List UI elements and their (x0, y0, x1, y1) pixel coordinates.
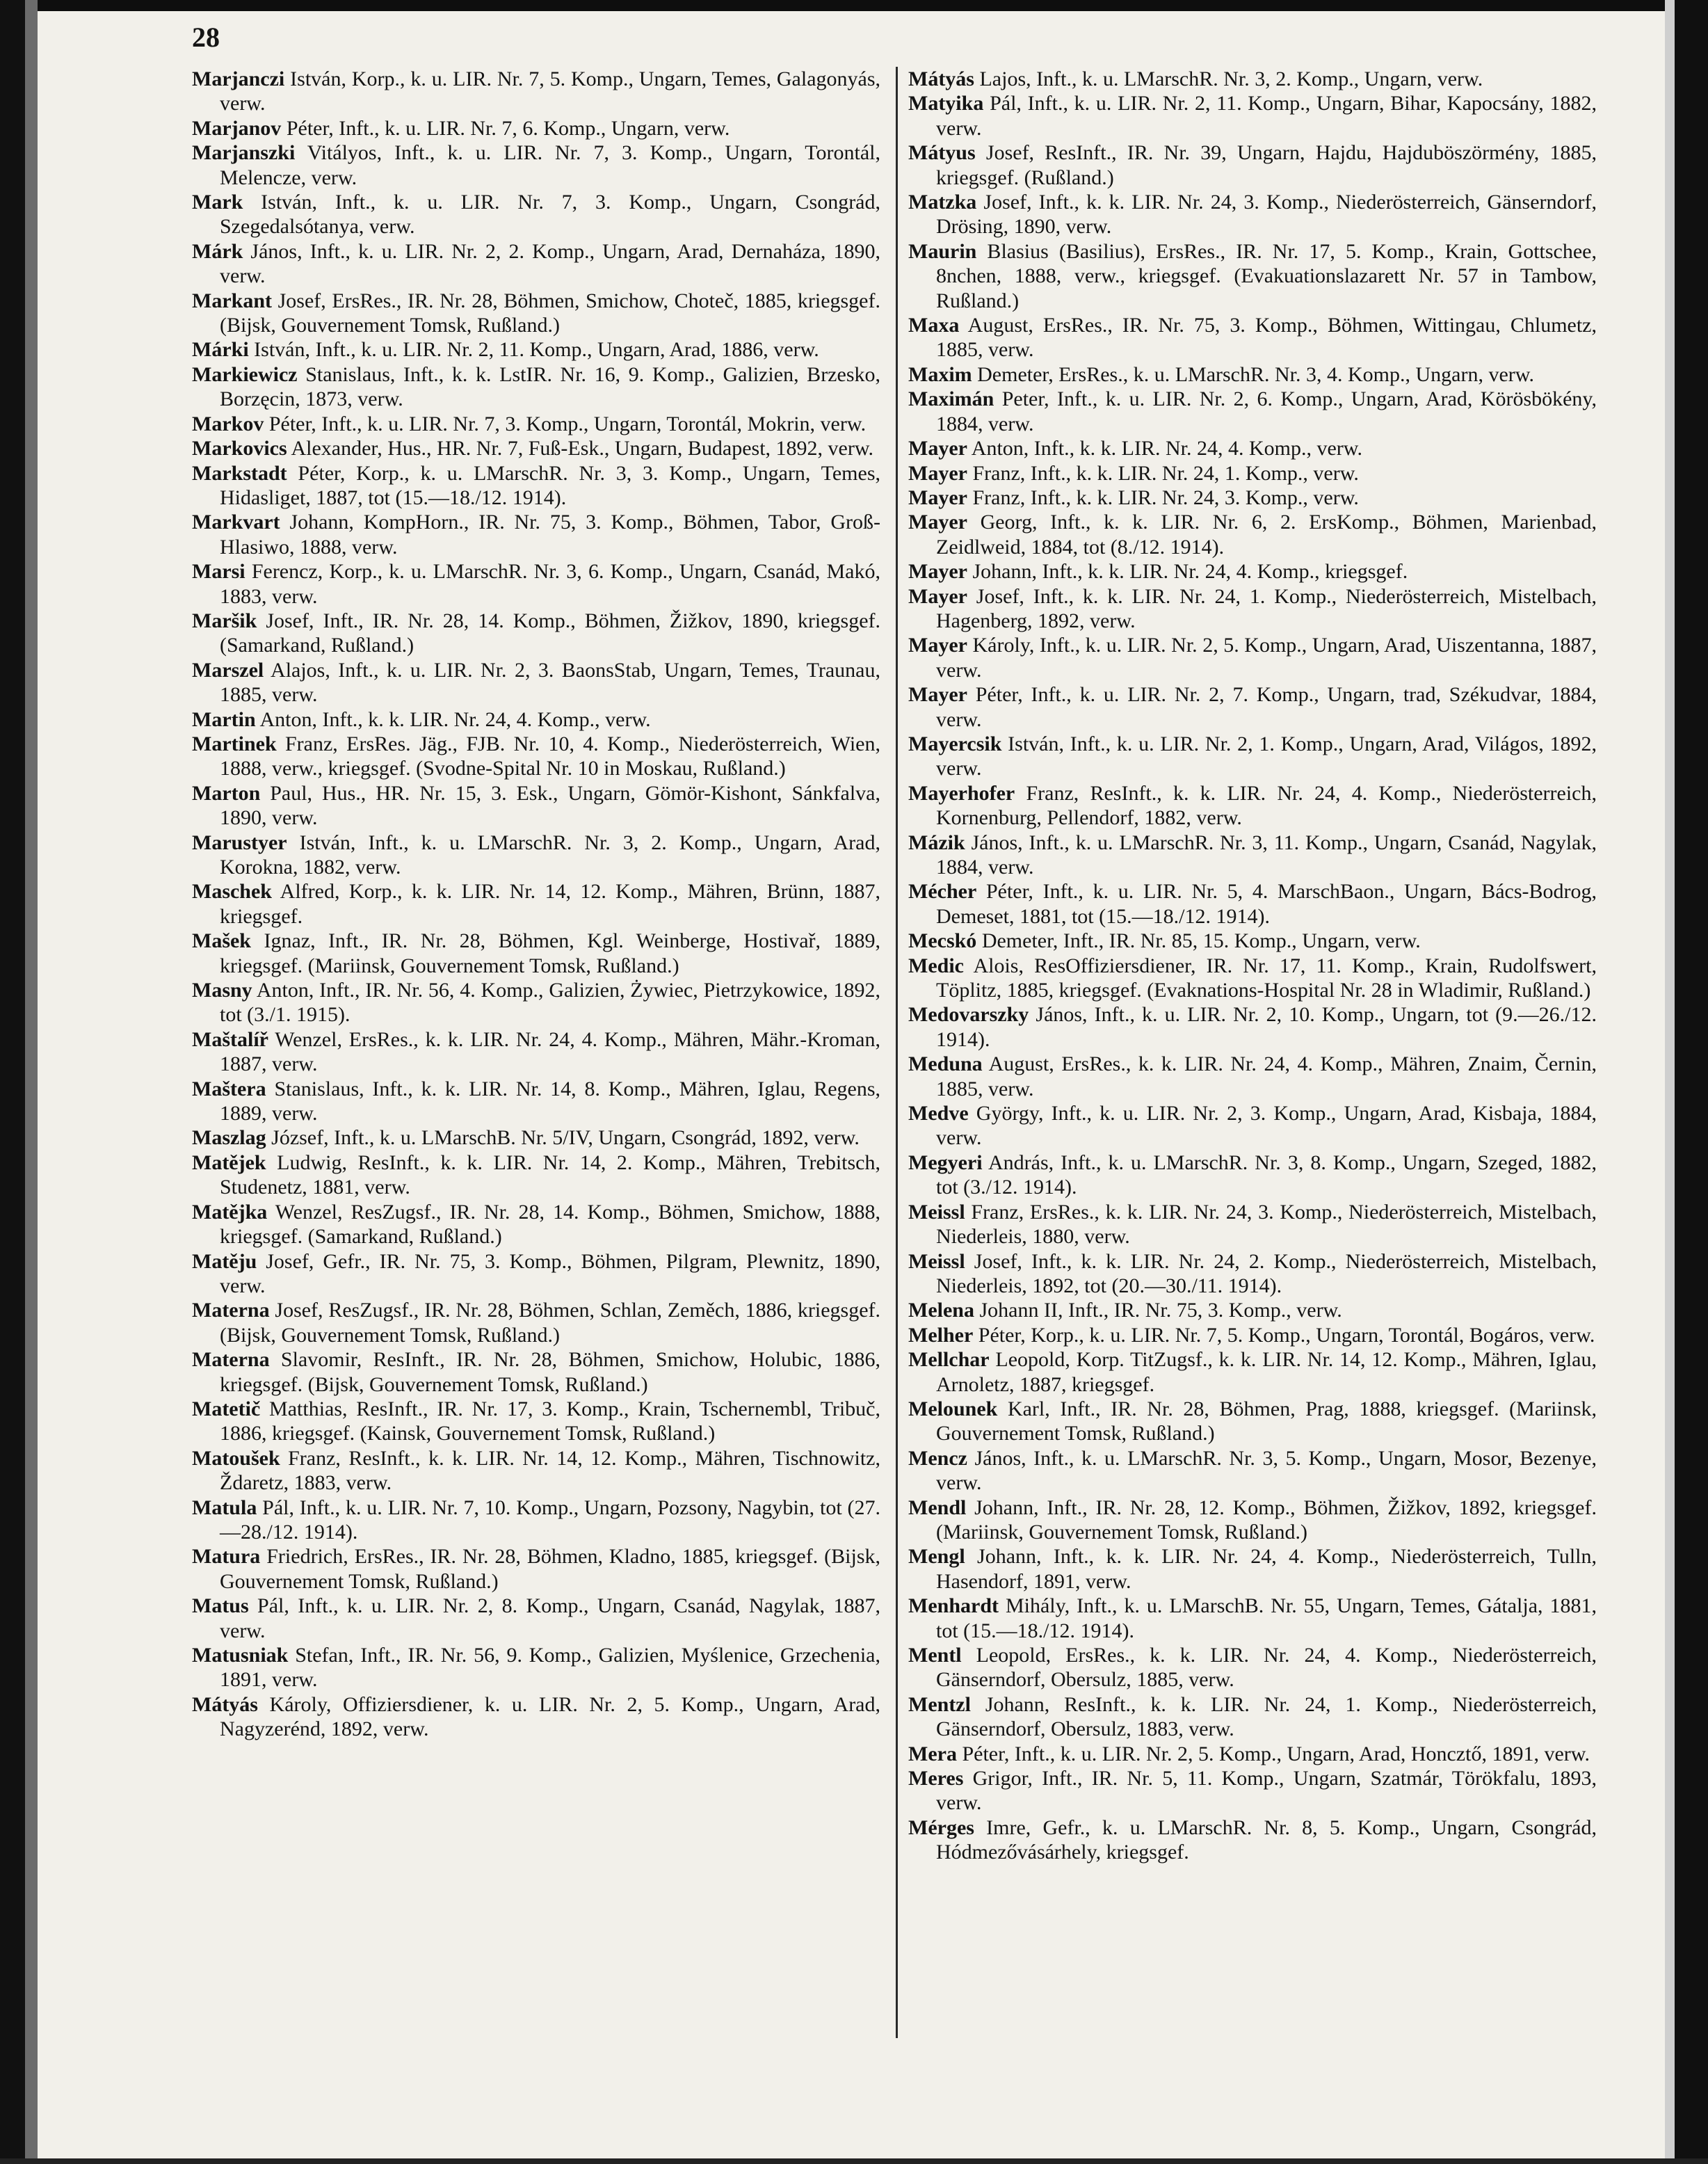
entry-surname: Márki (192, 338, 249, 362)
entry-details: Demeter, Inft., IR. Nr. 85, 15. Komp., Ungarn, verw. (976, 929, 1421, 953)
entry-details: Johann, Inft., IR. Nr. 28, 12. Komp., Böhmen, Žižkov, 1892, kriegsgef. (Mariinsk, Gouvernement Tomsk, Rußland.) (936, 1496, 1597, 1544)
entry-surname: Medve (908, 1102, 969, 1125)
entry-surname: Maršik (192, 609, 257, 632)
scan-border-top (0, 0, 1708, 11)
list-item (908, 1397, 1597, 1446)
list-item (908, 1692, 1597, 1742)
entry-details: János, Inft., k. u. LIR. Nr. 2, 2. Komp., Ungarn, Arad, Dernaháza, 1890, verw. (220, 239, 880, 288)
entry-details: Josef, Inft., k. k. LIR. Nr. 24, 3. Komp., Niederösterreich, Gänserndorf, Drösing, 1890, verw. (936, 191, 1597, 239)
entry-surname: Mecskó (908, 929, 977, 953)
entry-surname: Materna (192, 1348, 270, 1372)
entry-surname: Matěju (192, 1249, 257, 1273)
list-item (908, 584, 1597, 634)
entry-surname: Mendl (908, 1496, 967, 1519)
entry-details: Franz, Inft., k. k. LIR. Nr. 24, 3. Komp., verw. (967, 486, 1359, 509)
entry-details: Lajos, Inft., k. u. LMarschR. Nr. 3, 2. Komp., Ungarn, verw. (974, 67, 1483, 90)
entry-details: Wenzel, ErsRes., k. k. LIR. Nr. 24, 4. Komp., Mähren, Mähr.-Kroman, 1887, verw. (220, 1027, 880, 1076)
list-item (192, 1544, 880, 1594)
entry-surname: Mayercsik (908, 732, 1002, 755)
entry-surname: Mentzl (908, 1692, 971, 1716)
entry-surname: Meissl (908, 1200, 965, 1224)
entry-details: András, Inft., k. u. LMarschR. Nr. 3, 8. Komp., Ungarn, Szeged, 1882, tot (3./12. 1914). (936, 1151, 1597, 1199)
list-item (192, 362, 880, 412)
entry-surname: Matusniak (192, 1644, 289, 1667)
entry-details: Josef, ResInft., IR. Nr. 39, Ungarn, Hajdu, Hajduböszörmény, 1885, kriegsgef. (Rußland.) (936, 141, 1597, 189)
list-item (192, 1446, 880, 1496)
list-item (908, 1496, 1597, 1545)
list-item (192, 141, 880, 190)
entry-details: István, Korp., k. u. LIR. Nr. 7, 5. Komp., Ungarn, Temes, Galagonyás, verw. (220, 67, 880, 115)
entry-details: Johann II, Inft., IR. Nr. 75, 3. Komp., verw. (974, 1299, 1342, 1322)
list-item (192, 1347, 880, 1397)
entry-details: Pál, Inft., k. u. LIR. Nr. 7, 10. Komp., Ungarn, Pozsony, Nagybin, tot (27.—28./12. 1914). (220, 1496, 880, 1544)
list-item (908, 510, 1597, 559)
entry-surname: Meissl (908, 1249, 965, 1273)
list-item (908, 732, 1597, 781)
entry-surname: Maximán (908, 387, 994, 411)
entry-details: Alois, ResOffiziersdiener, IR. Nr. 17, 11. Komp., Krain, Rudolfswert, Töplitz, 1885, kriegsgef. (Evaknations-Hospital Nr. 28 in Wladimir, Rußland.) (936, 954, 1597, 1002)
entry-surname: Mérges (908, 1816, 974, 1839)
list-item (192, 559, 880, 609)
entry-surname: Marjanov (192, 116, 282, 140)
entry-surname: Mayer (908, 461, 967, 485)
entry-surname: Melounek (908, 1397, 998, 1420)
list-item (192, 1151, 880, 1200)
entry-surname: Mécher (908, 880, 977, 904)
list-item (908, 362, 1597, 387)
entry-surname: Mázik (908, 831, 965, 854)
list-item (192, 1643, 880, 1692)
entry-details: Károly, Inft., k. u. LIR. Nr. 2, 5. Komp., Ungarn, Arad, Uiszentanna, 1887, verw. (936, 634, 1597, 682)
list-item (192, 1200, 880, 1249)
entry-details: Imre, Gefr., k. u. LMarschR. Nr. 8, 5. Komp., Ungarn, Csongrád, Hódmezővásárhely, kriegsgef. (936, 1816, 1597, 1864)
entry-details: Josef, Inft., IR. Nr. 28, 14. Komp., Böhmen, Žižkov, 1890, kriegsgef. (Samarkand, Rußland.) (220, 609, 880, 657)
entry-details: Ignaz, Inft., IR. Nr. 28, Böhmen, Kgl. Weinberge, Hostivař, 1889, kriegsgef. (Mariinsk, Gouvernement Tomsk, Rußland.) (220, 929, 880, 977)
list-item (908, 1766, 1597, 1816)
entry-surname: Marustyer (192, 831, 287, 854)
entry-details: István, Inft., k. u. LIR. Nr. 2, 1. Komp., Ungarn, Arad, Világos, 1892, verw. (936, 732, 1597, 780)
entry-details: György, Inft., k. u. LIR. Nr. 2, 3. Komp., Ungarn, Arad, Kisbaja, 1884, verw. (936, 1102, 1597, 1150)
entry-details: Péter, Inft., k. u. LIR. Nr. 5, 4. MarschBaon., Ungarn, Bács-Bodrog, Demeset, 1881, tot (15.—18./12. 1914). (936, 880, 1597, 928)
entry-surname: Mayer (908, 486, 967, 509)
list-item (192, 1027, 880, 1077)
entry-surname: Mellchar (908, 1348, 990, 1372)
list-item (192, 978, 880, 1027)
entry-details: Franz, ErsRes., k. k. LIR. Nr. 24, 3. Komp., Niederösterreich, Mistelbach, Niederleis, 1880, verw. (936, 1200, 1597, 1249)
list-item (192, 412, 880, 436)
entry-surname: Mayer (908, 560, 967, 584)
list-item (908, 239, 1597, 313)
entry-details: Anton, Inft., IR. Nr. 56, 4. Komp., Galizien, Żywiec, Pietrzykowice, 1892, tot (3./1. 1915). (220, 979, 880, 1027)
entry-details: Stanislaus, Inft., k. k. LstIR. Nr. 16, 9. Komp., Galizien, Brzesko, Borzęcin, 1873, verw. (220, 362, 880, 411)
entry-surname: Mengl (908, 1545, 965, 1569)
entry-details: Paul, Hus., HR. Nr. 15, 3. Esk., Ungarn, Gömör-Kishont, Sánkfalva, 1890, verw. (220, 781, 880, 830)
entry-details: Vitályos, Inft., k. u. LIR. Nr. 7, 3. Komp., Ungarn, Torontál, Melencze, verw. (220, 141, 880, 189)
list-item (192, 116, 880, 141)
list-item (192, 732, 880, 781)
entry-surname: Matzka (908, 191, 977, 214)
entry-details: Franz, ResInft., k. k. LIR. Nr. 14, 12. Komp., Mähren, Tischnowitz, Ždaretz, 1883, verw. (220, 1446, 880, 1495)
entry-details: Josef, ErsRes., IR. Nr. 28, Böhmen, Smichow, Choteč, 1885, kriegsgef. (Bijsk, Gouvernement Tomsk, Rußland.) (220, 289, 880, 337)
list-item (192, 658, 880, 707)
scan-shadow-left (25, 0, 38, 2164)
entry-surname: Mayerhofer (908, 781, 1015, 805)
list-item (908, 313, 1597, 362)
list-item (192, 461, 880, 511)
entry-details: Friedrich, ErsRes., IR. Nr. 28, Böhmen, Kladno, 1885, kriegsgef. (Bijsk, Gouvernement Tomsk, Rußland.) (220, 1545, 880, 1593)
list-item (908, 436, 1597, 460)
entry-details: Grigor, Inft., IR. Nr. 5, 11. Komp., Ungarn, Szatmár, Törökfalu, 1893, verw. (936, 1767, 1597, 1815)
entry-surname: Mentl (908, 1644, 962, 1667)
entry-details: August, ErsRes., k. k. LIR. Nr. 24, 4. Komp., Mähren, Znaim, Černin, 1885, verw. (936, 1052, 1597, 1100)
entry-surname: Meduna (908, 1052, 983, 1076)
list-item (908, 1643, 1597, 1692)
entry-surname: Maschek (192, 880, 272, 904)
entry-surname: Mayer (908, 584, 967, 608)
entry-surname: Mayer (908, 437, 967, 460)
list-item (908, 1151, 1597, 1200)
list-item (908, 387, 1597, 436)
list-item (908, 929, 1597, 953)
entry-details: August, ErsRes., IR. Nr. 75, 3. Komp., Böhmen, Wittingau, Chlumetz, 1885, verw. (936, 314, 1597, 362)
entry-surname: Melena (908, 1299, 974, 1322)
entry-details: Péter, Inft., k. u. LIR. Nr. 7, 6. Komp., Ungarn, verw. (281, 116, 730, 140)
entry-surname: Matetič (192, 1397, 261, 1420)
entry-details: Alexander, Hus., HR. Nr. 7, Fuß-Esk., Ungarn, Budapest, 1892, verw. (287, 437, 874, 460)
entry-surname: Márk (192, 239, 243, 263)
entry-details: Mihály, Inft., k. u. LMarschB. Nr. 55, Ungarn, Temes, Gátalja, 1881, tot (15.—18./12. 1914). (936, 1594, 1597, 1642)
list-item (192, 929, 880, 978)
entry-details: Károly, Offiziersdiener, k. u. LIR. Nr. 2, 5. Komp., Ungarn, Arad, Nagyzerénd, 1892, verw. (220, 1692, 880, 1741)
entry-details: István, Inft., k. u. LIR. Nr. 2, 11. Komp., Ungarn, Arad, 1886, verw. (248, 338, 819, 362)
entry-details: Leopold, Korp. TitZugsf., k. k. LIR. Nr. 14, 12. Komp., Mähren, Iglau, Arnoletz, 1887, kriegsgef. (936, 1348, 1597, 1396)
entry-surname: Maxa (908, 314, 960, 337)
entry-details: Demeter, ErsRes., k. u. LMarschR. Nr. 3, 4. Komp., Ungarn, verw. (972, 362, 1534, 386)
list-item (192, 609, 880, 658)
entry-details: Matthias, ResInft., IR. Nr. 17, 3. Komp., Krain, Tschernembl, Tribuč, 1886, kriegsgef. (Kainsk, Gouvernement Tomsk, Rußland.) (220, 1397, 880, 1445)
entry-details: Franz, Inft., k. k. LIR. Nr. 24, 1. Komp., verw. (967, 461, 1359, 485)
entry-surname: Medic (908, 954, 964, 977)
list-item (908, 879, 1597, 929)
entry-surname: Maštalíř (192, 1027, 268, 1051)
entry-details: Anton, Inft., k. k. LIR. Nr. 24, 4. Komp., verw. (255, 707, 651, 731)
entry-surname: Marszel (192, 658, 264, 682)
entry-details: Johann, Inft., k. k. LIR. Nr. 24, 4. Komp., Niederösterreich, Tulln, Hasendorf, 1891, verw. (936, 1545, 1597, 1593)
entry-details: János, Inft., k. u. LMarschR. Nr. 3, 11. Komp., Ungarn, Csanád, Nagylak, 1884, verw. (936, 831, 1597, 879)
list-item (908, 1200, 1597, 1249)
entry-surname: Mera (908, 1742, 957, 1765)
list-item (908, 91, 1597, 141)
entry-surname: Mayer (908, 683, 967, 707)
entry-details: Alajos, Inft., k. u. LIR. Nr. 2, 3. BaonsStab, Ungarn, Temes, Traunau, 1885, verw. (220, 658, 880, 707)
list-item (192, 67, 880, 116)
entry-surname: Mátyás (908, 67, 974, 90)
list-item (192, 1125, 880, 1150)
entry-details: Péter, Korp., k. u. LIR. Nr. 7, 5. Komp., Ungarn, Torontál, Bogáros, verw. (973, 1323, 1595, 1347)
list-item (908, 1816, 1597, 1865)
list-item (192, 337, 880, 362)
list-item (192, 436, 880, 460)
list-item (192, 1298, 880, 1347)
entry-details: Leopold, ErsRes., k. k. LIR. Nr. 24, 4. Komp., Niederösterreich, Gänserndorf, Obersulz, 1885, verw. (936, 1644, 1597, 1692)
entry-details: Péter, Korp., k. u. LMarschR. Nr. 3, 3. Komp., Ungarn, Temes, Hidasliget, 1887, tot (15.—18./12. 1914). (220, 461, 880, 509)
entry-surname: Matura (192, 1545, 261, 1569)
entry-surname: Mašek (192, 929, 251, 953)
left-column (192, 67, 880, 1742)
entry-surname: Mark (192, 191, 243, 214)
entry-surname: Matyika (908, 92, 984, 115)
list-item (908, 1249, 1597, 1299)
entry-details: Pál, Inft., k. u. LIR. Nr. 2, 11. Komp., Ungarn, Bihar, Kapocsány, 1882, verw. (936, 92, 1597, 140)
entry-details: Ferencz, Korp., k. u. LMarschR. Nr. 3, 6. Komp., Ungarn, Csanád, Makó, 1883, verw. (220, 560, 880, 608)
entry-surname: Maurin (908, 239, 977, 263)
list-item (908, 1544, 1597, 1594)
list-item (192, 831, 880, 880)
list-item (908, 1298, 1597, 1322)
entry-surname: Markvart (192, 511, 280, 534)
entry-surname: Mátyus (908, 141, 976, 165)
entry-details: Péter, Inft., k. u. LIR. Nr. 7, 3. Komp., Ungarn, Torontál, Mokrin, verw. (264, 412, 867, 435)
entry-details: Ludwig, ResInft., k. k. LIR. Nr. 14, 2. Komp., Mähren, Trebitsch, Studenetz, 1881, verw. (220, 1151, 880, 1199)
entry-details: Péter, Inft., k. u. LIR. Nr. 2, 5. Komp., Ungarn, Arad, Honcztő, 1891, verw. (956, 1742, 1590, 1765)
entry-details: József, Inft., k. u. LMarschB. Nr. 5/IV, Ungarn, Csongrád, 1892, verw. (266, 1126, 860, 1150)
list-item (192, 1594, 880, 1643)
entry-surname: Matějek (192, 1151, 266, 1174)
entry-surname: Mayer (908, 634, 967, 657)
entry-details: István, Inft., k. u. LMarschR. Nr. 3, 2. Komp., Ungarn, Arad, Korokna, 1882, verw. (220, 831, 880, 879)
right-column (908, 67, 1597, 1865)
list-item (192, 190, 880, 239)
entry-details: Péter, Inft., k. u. LIR. Nr. 2, 7. Komp., Ungarn, trad, Székudvar, 1884, verw. (936, 683, 1597, 731)
entry-surname: Materna (192, 1299, 270, 1322)
entry-surname: Matějka (192, 1200, 268, 1224)
entry-details: István, Inft., k. u. LIR. Nr. 7, 3. Komp., Ungarn, Csongrád, Szegedalsótanya, verw. (220, 191, 880, 239)
list-item (908, 831, 1597, 880)
entry-surname: Markstadt (192, 461, 287, 485)
entry-surname: Menhardt (908, 1594, 999, 1618)
entry-surname: Marjanczi (192, 67, 285, 90)
entry-details: Alfred, Korp., k. k. LIR. Nr. 14, 12. Komp., Mähren, Brünn, 1887, kriegsgef. (220, 880, 880, 928)
entry-details: János, Inft., k. u. LMarschR. Nr. 3, 5. Komp., Ungarn, Mosor, Bezenye, verw. (936, 1446, 1597, 1495)
column-divider (896, 67, 898, 2038)
entry-surname: Meres (908, 1767, 964, 1790)
entry-details: Franz, ResInft., k. k. LIR. Nr. 24, 4. Komp., Niederösterreich, Kornenburg, Pellendorf, 1882, verw. (936, 781, 1597, 830)
entry-surname: Mencz (908, 1446, 967, 1470)
list-item (908, 1002, 1597, 1052)
entry-surname: Markovics (192, 437, 287, 460)
list-item (908, 1446, 1597, 1496)
entry-details: Stanislaus, Inft., k. k. LIR. Nr. 14, 8. Komp., Mähren, Iglau, Regens, 1889, verw. (220, 1077, 880, 1125)
entry-surname: Megyeri (908, 1151, 983, 1174)
entry-details: Slavomir, ResInft., IR. Nr. 28, Böhmen, Smichow, Holubic, 1886, kriegsgef. (Bijsk, Gouvernement Tomsk, Rußland.) (220, 1348, 880, 1396)
entry-details: Franz, ErsRes. Jäg., FJB. Nr. 10, 4. Komp., Niederösterreich, Wien, 1888, verw., kriegsgef. (Svodne-Spital Nr. 10 in Moskau, Rußland.) (220, 732, 880, 780)
scan-border-right (1675, 0, 1708, 2164)
entry-surname: Matula (192, 1496, 257, 1519)
list-item (192, 781, 880, 831)
entry-details: János, Inft., k. u. LIR. Nr. 2, 10. Komp., Ungarn, tot (9.—26./12. 1914). (936, 1003, 1597, 1051)
list-item (908, 141, 1597, 190)
list-item (192, 1692, 880, 1742)
scan-border-bottom (0, 2158, 1708, 2164)
list-item (908, 682, 1597, 732)
entry-surname: Marton (192, 781, 261, 805)
entry-details: Pál, Inft., k. u. LIR. Nr. 2, 8. Komp., Ungarn, Csanád, Nagylak, 1887, verw. (220, 1594, 880, 1642)
list-item (908, 461, 1597, 486)
page-number: 28 (192, 22, 220, 53)
entry-surname: Masny (192, 979, 252, 1002)
list-item (908, 559, 1597, 584)
entry-surname: Maštera (192, 1077, 266, 1100)
list-item (908, 1052, 1597, 1101)
list-item (908, 486, 1597, 510)
list-item (908, 1347, 1597, 1397)
entry-surname: Martin (192, 707, 256, 731)
entry-surname: Markov (192, 412, 264, 435)
entry-surname: Melher (908, 1323, 974, 1347)
entry-details: Peter, Inft., k. u. LIR. Nr. 2, 6. Komp., Ungarn, Arad, Körösbökény, 1884, verw. (936, 387, 1597, 435)
entry-details: Wenzel, ResZugsf., IR. Nr. 28, 14. Komp., Böhmen, Smichow, 1888, kriegsgef. (Samarkand, Rußland.) (220, 1200, 880, 1249)
list-item (908, 633, 1597, 682)
list-item (192, 1249, 880, 1299)
entry-surname: Markant (192, 289, 272, 312)
entry-details: Johann, ResInft., k. k. LIR. Nr. 24, 1. Komp., Niederösterreich, Gänserndorf, Obersulz, 1883, verw. (936, 1692, 1597, 1741)
entry-surname: Mayer (908, 511, 967, 534)
entry-details: Karl, Inft., IR. Nr. 28, Böhmen, Prag, 1888, kriegsgef. (Mariinsk, Gouvernement Tomsk, Rußland.) (936, 1397, 1597, 1445)
list-item (908, 1594, 1597, 1643)
list-item (192, 1397, 880, 1446)
entry-details: Johann, Inft., k. k. LIR. Nr. 24, 4. Komp., kriegsgef. (967, 560, 1408, 584)
list-item (192, 879, 880, 929)
list-item (192, 1496, 880, 1545)
list-item (192, 1077, 880, 1126)
entry-surname: Matoušek (192, 1446, 280, 1470)
entry-surname: Marsi (192, 560, 245, 584)
entry-details: Josef, ResZugsf., IR. Nr. 28, Böhmen, Schlan, Zeměch, 1886, kriegsgef. (Bijsk, Gouvernement Tomsk, Rußland.) (220, 1299, 880, 1347)
list-item (908, 954, 1597, 1003)
entry-surname: Markiewicz (192, 362, 298, 386)
entry-details: Anton, Inft., k. k. LIR. Nr. 24, 4. Komp., verw. (967, 437, 1362, 460)
list-item (908, 67, 1597, 91)
entry-surname: Matus (192, 1594, 249, 1618)
entry-surname: Martinek (192, 732, 277, 755)
entry-details: Josef, Inft., k. k. LIR. Nr. 24, 2. Komp., Niederösterreich, Mistelbach, Niederleis, 1892, tot (20.—30./11. 1914). (936, 1249, 1597, 1297)
entry-surname: Mátyás (192, 1692, 258, 1716)
scan-shadow-right (1665, 0, 1675, 2164)
entry-details: Stefan, Inft., IR. Nr. 56, 9. Komp., Galizien, Myślenice, Grzechenia, 1891, verw. (220, 1644, 880, 1692)
entry-surname: Marjanszki (192, 141, 296, 165)
list-item (908, 781, 1597, 831)
entry-details: Johann, KompHorn., IR. Nr. 75, 3. Komp., Böhmen, Tabor, Groß-Hlasiwo, 1888, verw. (220, 511, 880, 559)
list-item (908, 1323, 1597, 1347)
list-item (192, 289, 880, 338)
entry-surname: Maxim (908, 362, 972, 386)
list-item (192, 707, 880, 732)
list-item (908, 1101, 1597, 1151)
entry-details: Georg, Inft., k. k. LIR. Nr. 6, 2. ErsKomp., Böhmen, Marienbad, Zeidlweid, 1884, tot (8./12. 1914). (936, 511, 1597, 559)
scan-border-left (0, 0, 25, 2164)
entry-details: Josef, Gefr., IR. Nr. 75, 3. Komp., Böhmen, Pilgram, Plewnitz, 1890, verw. (220, 1249, 880, 1297)
entry-surname: Medovarszky (908, 1003, 1029, 1027)
entry-surname: Maszlag (192, 1126, 266, 1150)
entry-details: Blasius (Basilius), ErsRes., IR. Nr. 17, 5. Komp., Krain, Gottschee, 8nchen, 1888, verw., kriegsgef. (Evakuationslazarett Nr. 57 in Tambow, Rußland.) (936, 239, 1597, 312)
list-item (192, 510, 880, 559)
list-item (192, 239, 880, 289)
list-item (908, 190, 1597, 239)
list-item (908, 1742, 1597, 1766)
entry-details: Josef, Inft., k. k. LIR. Nr. 24, 1. Komp., Niederösterreich, Mistelbach, Hagenberg, 1892, verw. (936, 584, 1597, 632)
